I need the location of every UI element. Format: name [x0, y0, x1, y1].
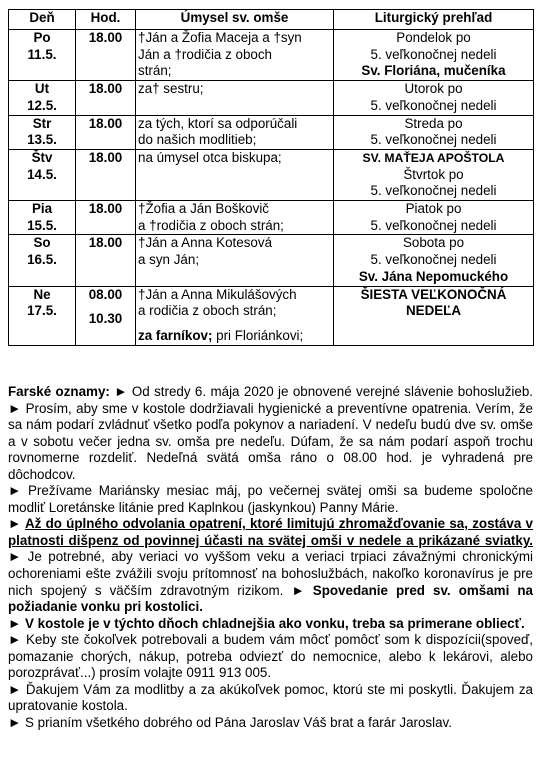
day-cell [9, 149, 76, 200]
liturgy-line: Streda po [404, 115, 463, 131]
intention-cell [136, 30, 334, 81]
liturgy-line: 5. veľkonočnej nedeli [370, 97, 497, 113]
day-name: Štv [31, 149, 53, 165]
day-cell [9, 286, 76, 345]
intention-line: †Ján a Žofia Maceja a †syn [138, 30, 302, 45]
day-date: 14.5. [27, 166, 57, 182]
liturgy-line: 5. veľkonočnej nedeli [370, 183, 497, 199]
intention-cell [136, 201, 334, 235]
intention-line: †Žofia a Ján Boškovič [138, 201, 269, 217]
dispensation-notice: Až do úplného odvolania opatrení, ktoré limitujú zhromažďovanie sa, zostáva v platnosti dišpenz od povinnej účasti na svätej omši v nedele a prikázané sviatky. [8, 516, 533, 548]
day-date: 17.5. [27, 303, 57, 319]
day-date: 15.5. [27, 217, 57, 233]
table-row [9, 286, 534, 345]
liturgy-line: Pondelok po [396, 30, 471, 45]
intention-line: a syn Ján; [138, 252, 200, 268]
table-row [9, 235, 534, 286]
intention-line: za tých, ktorí sa odporúčali [138, 115, 298, 131]
intention-line [138, 328, 331, 345]
day-name: Ut [34, 81, 50, 97]
mass-time: 08.00 [88, 286, 123, 302]
intention-line: strán; [138, 63, 172, 79]
intention-line: †Ján a Anna Mikulášových [138, 286, 297, 302]
time-cell [76, 30, 136, 81]
announcement-paragraph [8, 516, 533, 615]
announcement-paragraph: ► Keby ste čokoľvek potrebovali a budem vám môcť pomôcť som k dispozícii(spoveď, pomazanie chorých, nákup, potreba odviezť do nemocnice, alebo k lekárovi, alebo porozprávať...) prosím volajte 0911 913 005. [8, 632, 533, 681]
day-date: 13.5. [27, 132, 57, 148]
mass-time: 10.30 [88, 311, 123, 327]
liturgy-cell [334, 30, 534, 81]
header-intention: Úmysel sv. omše [136, 10, 334, 30]
time-cell [76, 149, 136, 200]
day-cell [9, 235, 76, 286]
intention-line: za† sestru; [138, 81, 204, 97]
header-liturgy: Liturgický prehľad [334, 10, 534, 30]
header-hour: Hod. [76, 10, 136, 30]
mass-time: 18.00 [88, 235, 123, 251]
liturgy-cell [334, 81, 534, 115]
liturgy-line: 5. veľkonočnej nedeli [370, 217, 497, 233]
announcement-text: ► Je potrebné, aby veriaci vo vyššom veku a veriaci trpiaci závažnými chronickými ochoreniami ešte zvážili svoju prítomnosť na bohoslužbách, nakoľko koronavírus je pre nich spojený s väčším zdravotným rizikom. [8, 549, 533, 598]
intention-line: †Ján a Anna Kotesová [138, 235, 273, 251]
liturgy-line: Utorok po [404, 81, 463, 97]
table-row [9, 81, 534, 115]
feast-name: ŠIESTA VEĽKONOČNÁ [360, 286, 507, 302]
parish-announcements [8, 384, 533, 731]
mass-time: 18.00 [88, 201, 123, 217]
announcement-paragraph [8, 384, 533, 483]
day-cell [9, 201, 76, 235]
parishioners-label: za farníkov; [138, 327, 213, 343]
day-date: 11.5. [27, 46, 57, 62]
time-cell [76, 235, 136, 286]
liturgy-line: Štvrtok po [403, 166, 464, 182]
mass-time: 18.00 [88, 81, 123, 97]
day-name: Pia [31, 201, 53, 217]
intention-cell [136, 149, 334, 200]
day-name: Str [32, 115, 52, 131]
table-row [9, 30, 534, 81]
mass-time: 18.00 [88, 115, 123, 131]
liturgy-cell [334, 235, 534, 286]
mass-time: 18.00 [88, 149, 123, 165]
liturgy-line: 5. veľkonočnej nedeli [370, 252, 497, 268]
intention-cell [136, 115, 334, 149]
day-date: 16.5. [27, 252, 57, 268]
intention-cell [136, 235, 334, 286]
feast-name: Sv. Jána Nepomuckého [358, 268, 509, 284]
liturgy-line: 5. veľkonočnej nedeli [370, 132, 497, 148]
intention-line: do našich modlitieb; [138, 132, 257, 148]
day-name: Ne [33, 286, 51, 302]
intention-line: Ján a †rodičia z oboch [138, 46, 272, 62]
day-name: So [33, 235, 51, 251]
announcement-paragraph: ► Prežívame Mariánsky mesiac máj, po večernej svätej omši sa budeme spoločne modliť Loretánske litánie pred Kaplnkou (jaskynkou) Panny Márie. [8, 483, 533, 515]
intention-cell [136, 286, 334, 345]
intention-line: a †rodičia z oboch strán; [138, 217, 284, 233]
announcements-heading: Farské oznamy: [8, 384, 110, 399]
confession-notice: ► Spovedanie pred sv. omšami na požiadanie vonku pri kostolici. [8, 582, 533, 615]
announcement-paragraph: ► Ďakujem Vám za modlitby a za akúkoľvek pomoc, ktorú ste mi poskytli. Ďakujem za upratovanie kostola. [8, 681, 533, 714]
table-row [9, 149, 534, 200]
feast-name: NEDEĽA [405, 303, 462, 319]
feast-name: Sv. Floriána, mučeníka [361, 63, 506, 79]
mass-schedule-table [8, 9, 534, 346]
day-cell [9, 30, 76, 81]
day-name: Po [33, 30, 51, 45]
time-cell [76, 201, 136, 235]
liturgy-line: Piatok po [405, 201, 462, 217]
day-cell [9, 115, 76, 149]
intention-cell [136, 81, 334, 115]
time-cell [76, 81, 136, 115]
table-row [9, 201, 534, 235]
announcement-paragraph: ► S prianím všetkého dobrého od Pána Jaroslav Váš brat a farár Jaroslav. [8, 714, 452, 730]
time-cell [76, 115, 136, 149]
arrow-bullet: ► [8, 516, 25, 532]
feast-name: SV. MAŤEJA APOŠTOLA [362, 150, 505, 165]
intention-location: pri Floriánkovi; [212, 327, 304, 343]
mass-time: 18.00 [88, 30, 123, 45]
header-day: Deň [9, 10, 76, 30]
liturgy-cell [334, 115, 534, 149]
day-cell [9, 81, 76, 115]
announcement-paragraph: ► V kostole je v týchto dňoch chladnejšia ako vonku, treba sa primerane obliecť. [8, 615, 525, 631]
table-header-row [9, 10, 534, 30]
liturgy-cell [334, 149, 534, 200]
liturgy-line: 5. veľkonočnej nedeli [370, 46, 497, 62]
intention-line: na úmysel otca biskupa; [138, 149, 282, 165]
liturgy-line: Sobota po [402, 235, 465, 251]
announcement-text: ► Od stredy 6. mája 2020 je obnovené verejné slávenie bohoslužieb. ► Prosím, aby sme v kostole dodržiavali hygienické a preventívne opatrenia. Verím, že sa nám podarí zvládnuť všetko podľa pokynov a nariadení. V nedeľu budú dve sv. omše a v sobotu večer jedna sv. omša pre nedeľu. Dúfam, že sa nám podarí aspoň trochu rovnomerne rozdeliť. Nedeľná svätá omša ráno o 08.00 hod. je vyhradená pre dôchodcov. [8, 384, 533, 482]
intention-line: a rodičia z oboch strán; [138, 303, 277, 319]
table-row [9, 115, 534, 149]
time-cell [76, 286, 136, 345]
day-date: 12.5. [27, 97, 57, 113]
liturgy-cell [334, 286, 534, 345]
liturgy-cell [334, 201, 534, 235]
